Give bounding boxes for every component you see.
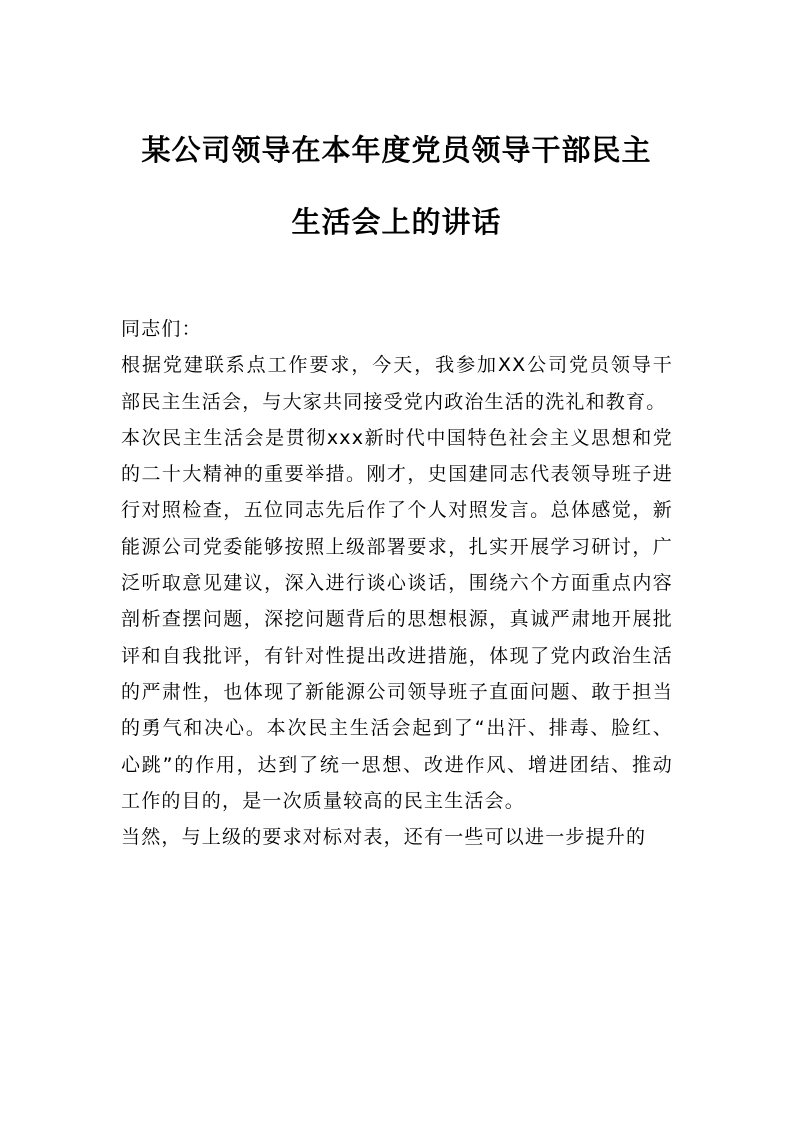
document-title-line-1: 某公司领导在本年度党员领导干部民主 — [141, 133, 652, 167]
document-title-line-2: 生活会上的讲话 — [291, 205, 502, 239]
paragraph-3: 当然，与上级的要求对标对表，还有一些可以进一步提升的 — [121, 826, 647, 849]
document-body — [121, 311, 673, 855]
paragraph-1: 根据党建联系点工作要求，今天，我参加XX公司党员领导干部民主生活会，与大家共同接受党内政治生活的洗礼和教育。 — [121, 354, 673, 413]
greeting: 同志们： — [121, 318, 202, 340]
paragraph-2: 本次民主生活会是贯彻xxx新时代中国特色社会主义思想和党的二十大精神的重要举措。刚才，史国建同志代表领导班子进行对照检查，五位同志先后作了个人对照发言。总体感觉，新能源公司党委能够按照上级部署要求，扎实开展学习研讨，广泛听取意见建议，深入进行谈心谈话，围绕六个方面重点内容剖析查摆问题，深挖问题背后的思想根源，真诚严肃地开展批评和自我批评，有针对性提出改进措施，体现了党内政治生活的严肃性，也体现了新能源公司领导班子直面问题、敢于担当的勇气和决心。本次民主生活会起到了“出汗、排毒、脸红、心跳”的作用，达到了统一思想、改进作风、增进团结、推动工作的目的，是一次质量较高的民主生活会。 — [121, 426, 673, 812]
